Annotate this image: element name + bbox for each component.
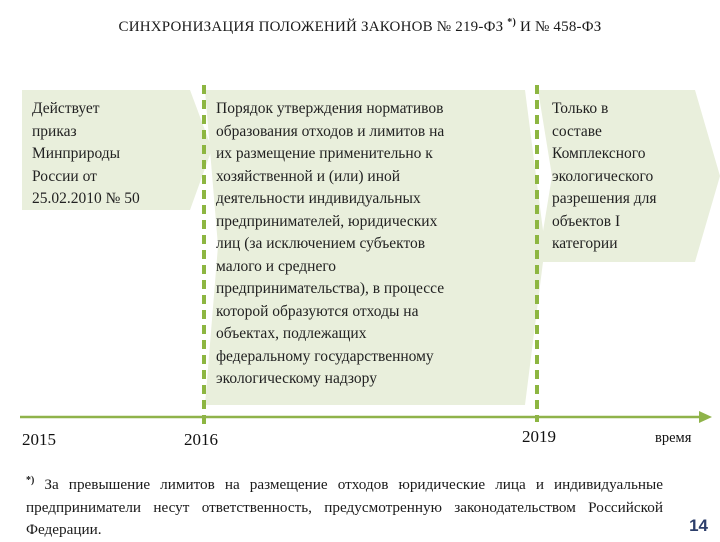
footnote-text: За превышение лимитов на размещение отходов юридические лица и индивидуальные предприниматели несут ответственность, предусмотренную законодательством Российской Федерации. (26, 476, 663, 539)
block-text-line: Порядок утверждения нормативов (216, 100, 444, 117)
block-text-line: лиц (за исключением субъектов (216, 235, 426, 252)
block-text-line: экологического (552, 167, 654, 185)
time-axis-label: время (655, 430, 692, 446)
block-text-line: 25.02.2010 № 50 (32, 190, 140, 207)
block-text-line: Минприроды (32, 145, 121, 162)
block-text-line: их размещение применительно к (216, 145, 433, 162)
block-text-line: Комплексного (552, 145, 646, 162)
block-2016-text (216, 98, 516, 391)
footnote (26, 470, 663, 542)
time-axis-arrowhead (699, 411, 712, 423)
block-text-line: образования отходов и лимитов на (216, 122, 445, 140)
block-text-line: категории (552, 235, 618, 252)
block-text-line: приказ (32, 122, 77, 140)
title-text: СИНХРОНИЗАЦИЯ ПОЛОЖЕНИЙ ЗАКОНОВ № 219-ФЗ (118, 19, 504, 35)
year-2016-label: 2016 (184, 430, 218, 449)
block-text-line: объектах, подлежащих (216, 325, 367, 342)
block-text-line: хозяйственной и (или) иной (216, 167, 401, 185)
block-text-line: которой образуются отходы на (216, 302, 419, 320)
footnote-marker: *) (26, 475, 35, 486)
block-text-line: Только в (552, 100, 609, 117)
block-text-line: объектов I (552, 212, 621, 230)
block-text-line: предпринимателей, юридических (216, 212, 438, 230)
block-text-line: предпринимательства), в процессе (216, 280, 445, 297)
year-2015-label: 2015 (22, 430, 56, 449)
block-text-line: составе (552, 122, 602, 140)
block-text-line: Действует (32, 100, 100, 117)
year-2019-label: 2019 (522, 427, 556, 446)
block-text-line: федеральному государственному (216, 347, 434, 365)
block-text-line: экологическому надзору (216, 370, 377, 387)
block-2015-text (32, 98, 192, 211)
block-text-line: России от (32, 167, 97, 185)
block-2019-text (552, 98, 702, 256)
block-text-line: разрешения для (552, 190, 657, 207)
page-number: 14 (689, 516, 708, 535)
title-footnote-marker: *) (507, 17, 517, 28)
block-text-line: деятельности индивидуальных (216, 190, 421, 207)
title-text-end: И № 458-ФЗ (519, 19, 602, 35)
block-text-line: малого и среднего (216, 257, 337, 275)
